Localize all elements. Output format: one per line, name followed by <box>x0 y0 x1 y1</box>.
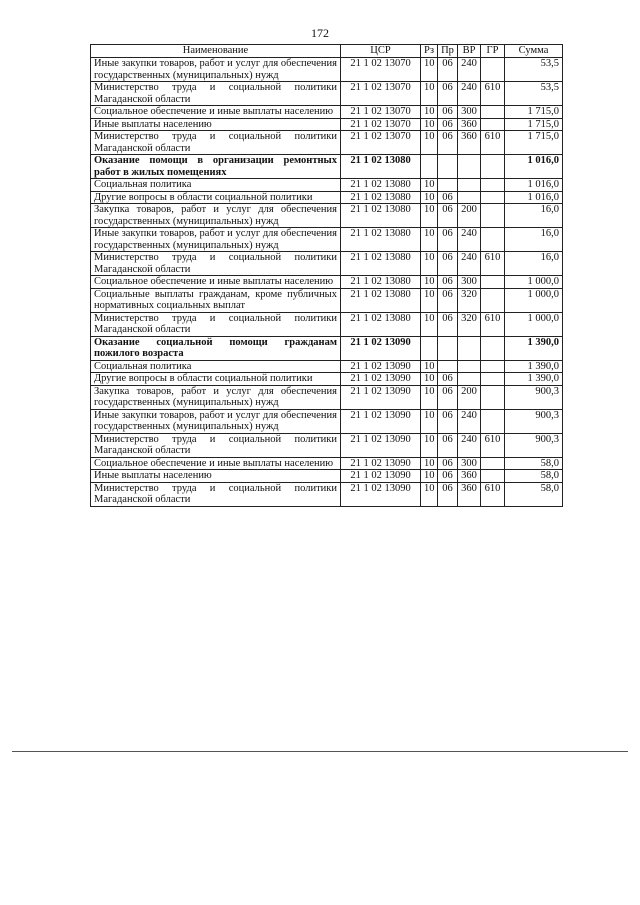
row-name: Министерство труда и социальной политики Магаданской области <box>91 482 341 506</box>
row-csr: 21 1 02 13080 <box>341 276 421 289</box>
row-gr <box>481 470 505 483</box>
row-csr: 21 1 02 13090 <box>341 482 421 506</box>
row-gr <box>481 106 505 119</box>
row-vr: 240 <box>458 433 481 457</box>
row-vr: 360 <box>458 470 481 483</box>
header-gr: ГР <box>481 45 505 58</box>
row-csr: 21 1 02 13070 <box>341 118 421 131</box>
row-vr: 300 <box>458 457 481 470</box>
row-vr: 320 <box>458 312 481 336</box>
row-gr <box>481 336 505 360</box>
table-row <box>91 288 563 312</box>
row-csr: 21 1 02 13090 <box>341 385 421 409</box>
row-gr: 610 <box>481 312 505 336</box>
table-row <box>91 409 563 433</box>
row-rz: 10 <box>421 118 438 131</box>
row-pr: 06 <box>438 457 458 470</box>
row-vr: 200 <box>458 385 481 409</box>
row-rz: 10 <box>421 179 438 192</box>
row-vr: 360 <box>458 118 481 131</box>
row-sum: 1 000,0 <box>505 312 563 336</box>
table-row <box>91 276 563 289</box>
row-gr <box>481 179 505 192</box>
row-csr: 21 1 02 13070 <box>341 131 421 155</box>
row-name: Другие вопросы в области социальной политики <box>91 191 341 204</box>
row-name: Министерство труда и социальной политики Магаданской области <box>91 252 341 276</box>
row-sum: 900,3 <box>505 433 563 457</box>
table-row <box>91 433 563 457</box>
row-sum: 16,0 <box>505 252 563 276</box>
row-gr: 610 <box>481 252 505 276</box>
table-row <box>91 155 563 179</box>
header-csr: ЦСР <box>341 45 421 58</box>
row-csr: 21 1 02 13090 <box>341 457 421 470</box>
table-row <box>91 131 563 155</box>
row-vr: 240 <box>458 228 481 252</box>
row-name: Иные выплаты населению <box>91 118 341 131</box>
table-row <box>91 191 563 204</box>
row-gr: 610 <box>481 433 505 457</box>
row-sum: 53,5 <box>505 82 563 106</box>
row-rz: 10 <box>421 457 438 470</box>
table-row <box>91 82 563 106</box>
table-row <box>91 106 563 119</box>
row-sum: 1 715,0 <box>505 106 563 119</box>
row-rz <box>421 155 438 179</box>
row-pr <box>438 336 458 360</box>
row-vr: 240 <box>458 252 481 276</box>
row-vr: 240 <box>458 82 481 106</box>
row-vr: 300 <box>458 106 481 119</box>
row-sum: 1 016,0 <box>505 155 563 179</box>
row-vr: 200 <box>458 204 481 228</box>
row-sum: 1 715,0 <box>505 118 563 131</box>
row-rz: 10 <box>421 288 438 312</box>
row-vr: 240 <box>458 58 481 82</box>
row-name: Иные выплаты населению <box>91 470 341 483</box>
row-csr: 21 1 02 13080 <box>341 204 421 228</box>
row-pr: 06 <box>438 470 458 483</box>
row-vr: 320 <box>458 288 481 312</box>
row-vr: 360 <box>458 482 481 506</box>
row-name: Закупка товаров, работ и услуг для обеспечения государственных (муниципальных) нужд <box>91 204 341 228</box>
table-row <box>91 312 563 336</box>
table-row <box>91 204 563 228</box>
row-name: Социальные выплаты гражданам, кроме публичных нормативных социальных выплат <box>91 288 341 312</box>
row-csr: 21 1 02 13090 <box>341 360 421 373</box>
bottom-rule <box>12 751 628 752</box>
row-sum: 1 390,0 <box>505 373 563 386</box>
row-csr: 21 1 02 13090 <box>341 373 421 386</box>
row-gr <box>481 118 505 131</box>
row-pr: 06 <box>438 131 458 155</box>
table-row <box>91 336 563 360</box>
row-pr: 06 <box>438 373 458 386</box>
row-pr <box>438 360 458 373</box>
row-sum: 16,0 <box>505 204 563 228</box>
table-row <box>91 179 563 192</box>
row-vr: 360 <box>458 131 481 155</box>
table-header-row <box>91 45 563 58</box>
row-gr: 610 <box>481 82 505 106</box>
table-row <box>91 482 563 506</box>
row-name: Социальная политика <box>91 179 341 192</box>
table-row <box>91 373 563 386</box>
row-gr <box>481 457 505 470</box>
row-sum: 16,0 <box>505 228 563 252</box>
budget-table <box>90 44 563 507</box>
row-name: Министерство труда и социальной политики Магаданской области <box>91 82 341 106</box>
row-csr: 21 1 02 13080 <box>341 155 421 179</box>
row-name: Иные закупки товаров, работ и услуг для обеспечения государственных (муниципальных) нужд <box>91 58 341 82</box>
row-name: Социальное обеспечение и иные выплаты населению <box>91 106 341 119</box>
row-csr: 21 1 02 13080 <box>341 288 421 312</box>
row-vr <box>458 360 481 373</box>
row-gr <box>481 409 505 433</box>
table-row <box>91 457 563 470</box>
row-pr: 06 <box>438 204 458 228</box>
row-sum: 58,0 <box>505 457 563 470</box>
row-vr <box>458 336 481 360</box>
row-gr <box>481 373 505 386</box>
row-csr: 21 1 02 13070 <box>341 58 421 82</box>
header-sum: Сумма <box>505 45 563 58</box>
row-pr: 06 <box>438 228 458 252</box>
row-name: Закупка товаров, работ и услуг для обеспечения государственных (муниципальных) нужд <box>91 385 341 409</box>
row-pr: 06 <box>438 385 458 409</box>
row-rz: 10 <box>421 82 438 106</box>
table-row <box>91 470 563 483</box>
row-rz <box>421 336 438 360</box>
row-pr: 06 <box>438 433 458 457</box>
table-row <box>91 58 563 82</box>
row-csr: 21 1 02 13080 <box>341 228 421 252</box>
row-sum: 58,0 <box>505 470 563 483</box>
row-sum: 1 390,0 <box>505 360 563 373</box>
row-rz: 10 <box>421 58 438 82</box>
row-pr: 06 <box>438 191 458 204</box>
row-name: Социальное обеспечение и иные выплаты населению <box>91 457 341 470</box>
row-vr: 240 <box>458 409 481 433</box>
header-pr: Пр <box>438 45 458 58</box>
row-name: Социальное обеспечение и иные выплаты населению <box>91 276 341 289</box>
row-rz: 10 <box>421 204 438 228</box>
row-pr: 06 <box>438 252 458 276</box>
row-gr <box>481 191 505 204</box>
row-csr: 21 1 02 13090 <box>341 336 421 360</box>
header-vr: ВР <box>458 45 481 58</box>
row-sum: 53,5 <box>505 58 563 82</box>
row-gr <box>481 288 505 312</box>
row-sum: 1 016,0 <box>505 191 563 204</box>
row-sum: 1 000,0 <box>505 276 563 289</box>
row-vr <box>458 191 481 204</box>
row-pr: 06 <box>438 482 458 506</box>
row-rz: 10 <box>421 373 438 386</box>
row-pr: 06 <box>438 288 458 312</box>
row-rz: 10 <box>421 433 438 457</box>
row-name: Министерство труда и социальной политики Магаданской области <box>91 131 341 155</box>
row-name: Министерство труда и социальной политики Магаданской области <box>91 433 341 457</box>
row-name: Иные закупки товаров, работ и услуг для обеспечения государственных (муниципальных) нужд <box>91 228 341 252</box>
row-csr: 21 1 02 13090 <box>341 433 421 457</box>
table-row <box>91 360 563 373</box>
row-name: Оказание социальной помощи гражданам пожилого возраста <box>91 336 341 360</box>
row-csr: 21 1 02 13080 <box>341 252 421 276</box>
row-rz: 10 <box>421 191 438 204</box>
row-pr: 06 <box>438 118 458 131</box>
row-sum: 1 390,0 <box>505 336 563 360</box>
row-csr: 21 1 02 13090 <box>341 470 421 483</box>
row-pr: 06 <box>438 82 458 106</box>
row-gr: 610 <box>481 482 505 506</box>
row-gr <box>481 360 505 373</box>
row-csr: 21 1 02 13070 <box>341 106 421 119</box>
row-sum: 900,3 <box>505 409 563 433</box>
table-row <box>91 252 563 276</box>
row-csr: 21 1 02 13080 <box>341 312 421 336</box>
row-name: Министерство труда и социальной политики Магаданской области <box>91 312 341 336</box>
row-name: Другие вопросы в области социальной политики <box>91 373 341 386</box>
row-pr: 06 <box>438 409 458 433</box>
page-number: 172 <box>311 26 329 40</box>
row-csr: 21 1 02 13080 <box>341 191 421 204</box>
row-rz: 10 <box>421 252 438 276</box>
row-gr <box>481 155 505 179</box>
row-pr <box>438 179 458 192</box>
row-rz: 10 <box>421 409 438 433</box>
row-csr: 21 1 02 13090 <box>341 409 421 433</box>
row-pr: 06 <box>438 58 458 82</box>
table-row <box>91 118 563 131</box>
row-vr <box>458 155 481 179</box>
header-rz: Рз <box>421 45 438 58</box>
row-gr <box>481 58 505 82</box>
row-sum: 1 000,0 <box>505 288 563 312</box>
row-vr <box>458 179 481 192</box>
row-name: Иные закупки товаров, работ и услуг для обеспечения государственных (муниципальных) нужд <box>91 409 341 433</box>
row-pr: 06 <box>438 312 458 336</box>
row-rz: 10 <box>421 312 438 336</box>
row-gr <box>481 204 505 228</box>
row-csr: 21 1 02 13080 <box>341 179 421 192</box>
row-vr <box>458 373 481 386</box>
row-rz: 10 <box>421 360 438 373</box>
row-rz: 10 <box>421 131 438 155</box>
row-rz: 10 <box>421 385 438 409</box>
row-name: Социальная политика <box>91 360 341 373</box>
row-sum: 1 016,0 <box>505 179 563 192</box>
row-sum: 900,3 <box>505 385 563 409</box>
row-rz: 10 <box>421 482 438 506</box>
row-gr <box>481 276 505 289</box>
header-name: Наименование <box>91 45 341 58</box>
table-row <box>91 385 563 409</box>
row-name: Оказание помощи в организации ремонтных работ в жилых помещениях <box>91 155 341 179</box>
row-vr: 300 <box>458 276 481 289</box>
row-gr <box>481 385 505 409</box>
row-pr: 06 <box>438 106 458 119</box>
row-rz: 10 <box>421 228 438 252</box>
table-row <box>91 228 563 252</box>
row-pr <box>438 155 458 179</box>
row-gr <box>481 228 505 252</box>
row-sum: 1 715,0 <box>505 131 563 155</box>
row-rz: 10 <box>421 276 438 289</box>
row-csr: 21 1 02 13070 <box>341 82 421 106</box>
row-rz: 10 <box>421 470 438 483</box>
row-rz: 10 <box>421 106 438 119</box>
row-gr: 610 <box>481 131 505 155</box>
row-pr: 06 <box>438 276 458 289</box>
row-sum: 58,0 <box>505 482 563 506</box>
